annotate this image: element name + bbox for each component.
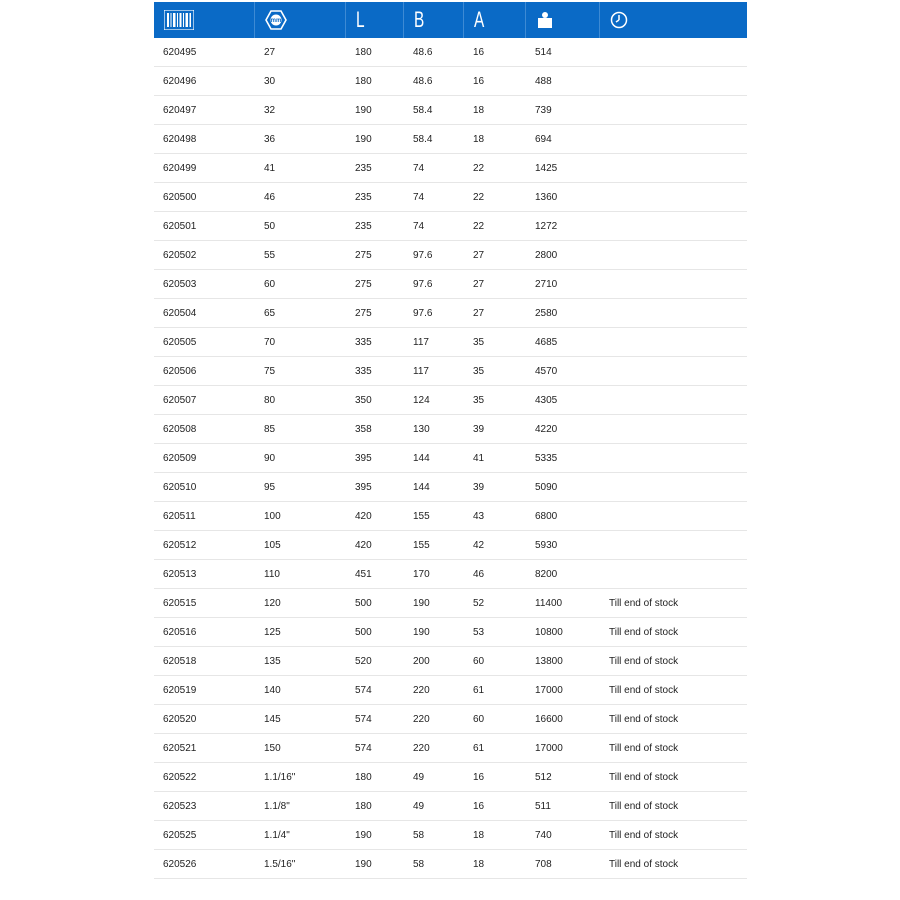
cell-code: 620526 [163, 858, 197, 870]
cell-a: 22 [473, 191, 485, 203]
cell-code: 620507 [163, 394, 197, 406]
cell-weight: 514 [535, 46, 552, 58]
cell-a: 16 [473, 75, 485, 87]
cell-size: 150 [264, 742, 281, 754]
cell-a: 61 [473, 684, 485, 696]
cell-size: 100 [264, 510, 281, 522]
table-row [154, 618, 747, 647]
cell-l: 275 [355, 278, 372, 290]
cell-size: 70 [264, 336, 276, 348]
cell-a: 35 [473, 365, 485, 377]
cell-code: 620498 [163, 133, 197, 145]
cell-availability: Till end of stock [609, 655, 679, 667]
cell-a: 60 [473, 655, 485, 667]
table-row [154, 328, 747, 357]
cell-a: 39 [473, 423, 485, 435]
cell-size: 50 [264, 220, 276, 232]
table-row [154, 212, 747, 241]
cell-b: 58 [413, 829, 425, 841]
table-row [154, 67, 747, 96]
cell-a: 16 [473, 46, 485, 58]
cell-size: 27 [264, 46, 276, 58]
cell-size: 1.1/4" [264, 829, 290, 841]
cell-l: 335 [355, 336, 372, 348]
table-row [154, 299, 747, 328]
cell-b: 117 [413, 336, 429, 348]
cell-size: 120 [264, 597, 281, 609]
cell-size: 75 [264, 365, 276, 377]
cell-code: 620500 [163, 191, 197, 203]
cell-l: 190 [355, 858, 372, 870]
cell-availability: Till end of stock [609, 742, 679, 754]
cell-availability: Till end of stock [609, 684, 679, 696]
cell-weight: 8200 [535, 568, 558, 580]
table-row [154, 763, 747, 792]
cell-weight: 739 [535, 104, 552, 116]
cell-weight: 708 [535, 858, 552, 870]
cell-weight: 11400 [535, 597, 563, 609]
cell-b: 97.6 [413, 278, 433, 290]
cell-a: 46 [473, 568, 485, 580]
cell-weight: 5335 [535, 452, 558, 464]
cell-b: 74 [413, 162, 425, 174]
cell-weight: 4685 [535, 336, 558, 348]
header-weight [526, 2, 600, 38]
cell-availability: Till end of stock [609, 626, 679, 638]
cell-weight: 4220 [535, 423, 558, 435]
cell-weight: 1272 [535, 220, 558, 232]
cell-l: 451 [355, 568, 372, 580]
cell-l: 180 [355, 46, 372, 58]
cell-a: 42 [473, 539, 485, 551]
cell-size: 65 [264, 307, 276, 319]
table-body [154, 38, 747, 879]
cell-b: 170 [413, 568, 430, 580]
cell-code: 620503 [163, 278, 197, 290]
cell-size: 46 [264, 191, 276, 203]
cell-l: 520 [355, 655, 372, 667]
cell-l: 335 [355, 365, 372, 377]
cell-a: 18 [473, 104, 485, 116]
cell-code: 620505 [163, 336, 197, 348]
cell-weight: 10800 [535, 626, 563, 638]
table-row [154, 415, 747, 444]
cell-availability: Till end of stock [609, 800, 679, 812]
cell-b: 220 [413, 713, 430, 725]
table-row [154, 96, 747, 125]
cell-availability: Till end of stock [609, 597, 679, 609]
cell-size: 55 [264, 249, 276, 261]
cell-weight: 17000 [535, 684, 563, 696]
cell-a: 27 [473, 307, 485, 319]
cell-weight: 2710 [535, 278, 558, 290]
cell-a: 18 [473, 133, 485, 145]
cell-b: 220 [413, 742, 430, 754]
cell-code: 620518 [163, 655, 197, 667]
cell-weight: 694 [535, 133, 552, 145]
cell-a: 18 [473, 829, 485, 841]
cell-a: 22 [473, 220, 485, 232]
cell-weight: 511 [535, 800, 551, 812]
cell-code: 620499 [163, 162, 197, 174]
table-header [154, 2, 747, 38]
cell-code: 620495 [163, 46, 197, 58]
cell-code: 620506 [163, 365, 197, 377]
cell-b: 155 [413, 510, 430, 522]
cell-a: 27 [473, 249, 485, 261]
cell-l: 420 [355, 539, 372, 551]
barcode-icon [164, 10, 194, 30]
cell-code: 620523 [163, 800, 197, 812]
cell-code: 620511 [163, 510, 196, 522]
table-row [154, 647, 747, 676]
cell-b: 58 [413, 858, 425, 870]
cell-size: 41 [264, 162, 276, 174]
table-row [154, 734, 747, 763]
table-row [154, 705, 747, 734]
table-row [154, 560, 747, 589]
cell-size: 85 [264, 423, 276, 435]
cell-l: 574 [355, 713, 372, 725]
cell-code: 620525 [163, 829, 197, 841]
cell-size: 90 [264, 452, 276, 464]
cell-a: 16 [473, 771, 485, 783]
cell-size: 140 [264, 684, 281, 696]
cell-weight: 13800 [535, 655, 563, 667]
cell-size: 1.5/16" [264, 858, 296, 870]
cell-weight: 4570 [535, 365, 558, 377]
header-b [404, 2, 464, 38]
cell-b: 48.6 [413, 46, 433, 58]
cell-weight: 1425 [535, 162, 558, 174]
cell-weight: 5090 [535, 481, 558, 493]
cell-b: 74 [413, 220, 425, 232]
cell-l: 358 [355, 423, 372, 435]
cell-b: 58.4 [413, 104, 433, 116]
header-a [464, 2, 526, 38]
cell-size: 1.1/8" [264, 800, 290, 812]
cell-size: 135 [264, 655, 281, 667]
header-b-label: B [414, 7, 425, 32]
cell-l: 190 [355, 104, 372, 116]
cell-l: 275 [355, 249, 372, 261]
cell-l: 420 [355, 510, 372, 522]
cell-code: 620496 [163, 75, 197, 87]
cell-l: 275 [355, 307, 372, 319]
cell-code: 620509 [163, 452, 197, 464]
header-code [154, 2, 255, 38]
cell-code: 620504 [163, 307, 197, 319]
cell-b: 190 [413, 597, 430, 609]
cell-a: 27 [473, 278, 485, 290]
cell-l: 500 [355, 597, 372, 609]
cell-b: 130 [413, 423, 430, 435]
hex-size-icon [265, 10, 287, 30]
cell-code: 620501 [163, 220, 197, 232]
cell-weight: 4305 [535, 394, 558, 406]
table-row [154, 589, 747, 618]
cell-b: 117 [413, 365, 429, 377]
cell-l: 574 [355, 684, 372, 696]
cell-b: 124 [413, 394, 430, 406]
cell-weight: 512 [535, 771, 552, 783]
cell-availability: Till end of stock [609, 858, 679, 870]
cell-a: 52 [473, 597, 485, 609]
cell-b: 49 [413, 800, 425, 812]
cell-a: 35 [473, 394, 485, 406]
header-l [346, 2, 404, 38]
clock-icon [610, 11, 628, 29]
cell-b: 48.6 [413, 75, 433, 87]
cell-code: 620508 [163, 423, 197, 435]
table-row [154, 473, 747, 502]
cell-l: 180 [355, 800, 372, 812]
table-row [154, 444, 747, 473]
cell-b: 190 [413, 626, 430, 638]
cell-code: 620513 [163, 568, 197, 580]
header-availability [600, 2, 747, 38]
cell-a: 43 [473, 510, 485, 522]
table-row [154, 386, 747, 415]
cell-a: 61 [473, 742, 485, 754]
cell-l: 235 [355, 220, 372, 232]
cell-weight: 740 [535, 829, 552, 841]
cell-size: 32 [264, 104, 276, 116]
cell-a: 53 [473, 626, 485, 638]
cell-availability: Till end of stock [609, 713, 679, 725]
cell-code: 620516 [163, 626, 197, 638]
cell-l: 395 [355, 481, 372, 493]
cell-l: 190 [355, 829, 372, 841]
cell-size: 1.1/16" [264, 771, 296, 783]
cell-b: 49 [413, 771, 425, 783]
cell-a: 60 [473, 713, 485, 725]
cell-availability: Till end of stock [609, 829, 679, 841]
cell-code: 620515 [163, 597, 197, 609]
table-row [154, 154, 747, 183]
table-row [154, 821, 747, 850]
cell-weight: 17000 [535, 742, 563, 754]
cell-b: 220 [413, 684, 430, 696]
table-row [154, 125, 747, 154]
cell-code: 620521 [163, 742, 197, 754]
cell-size: 80 [264, 394, 276, 406]
cell-size: 125 [264, 626, 281, 638]
header-l-label: L [356, 7, 365, 32]
cell-b: 144 [413, 481, 430, 493]
cell-code: 620497 [163, 104, 197, 116]
cell-l: 574 [355, 742, 372, 754]
table-row [154, 357, 747, 386]
cell-a: 35 [473, 336, 485, 348]
cell-weight: 2800 [535, 249, 558, 261]
table-row [154, 38, 747, 67]
cell-a: 18 [473, 858, 485, 870]
cell-b: 144 [413, 452, 430, 464]
cell-code: 620522 [163, 771, 197, 783]
weight-icon [536, 11, 554, 29]
table-row [154, 241, 747, 270]
cell-weight: 16600 [535, 713, 563, 725]
cell-weight: 5930 [535, 539, 558, 551]
cell-weight: 2580 [535, 307, 558, 319]
cell-l: 190 [355, 133, 372, 145]
table-row [154, 502, 747, 531]
cell-a: 16 [473, 800, 485, 812]
cell-b: 97.6 [413, 307, 433, 319]
cell-code: 620510 [163, 481, 197, 493]
cell-a: 41 [473, 452, 485, 464]
cell-b: 58.4 [413, 133, 433, 145]
cell-l: 500 [355, 626, 372, 638]
product-table [154, 2, 747, 879]
cell-weight: 1360 [535, 191, 558, 203]
cell-l: 180 [355, 771, 372, 783]
cell-code: 620502 [163, 249, 197, 261]
header-a-label: A [474, 7, 485, 32]
table-row [154, 676, 747, 705]
cell-size: 36 [264, 133, 276, 145]
cell-code: 620520 [163, 713, 197, 725]
table-row [154, 531, 747, 560]
cell-l: 180 [355, 75, 372, 87]
cell-size: 30 [264, 75, 276, 87]
cell-b: 155 [413, 539, 430, 551]
cell-code: 620512 [163, 539, 197, 551]
table-row [154, 792, 747, 821]
cell-b: 74 [413, 191, 425, 203]
table-row [154, 850, 747, 879]
cell-l: 350 [355, 394, 372, 406]
cell-size: 95 [264, 481, 276, 493]
cell-l: 395 [355, 452, 372, 464]
cell-size: 110 [264, 568, 280, 580]
cell-code: 620519 [163, 684, 197, 696]
cell-a: 22 [473, 162, 485, 174]
cell-weight: 488 [535, 75, 552, 87]
header-size [255, 2, 346, 38]
cell-b: 200 [413, 655, 430, 667]
cell-l: 235 [355, 162, 372, 174]
table-row [154, 270, 747, 299]
hex-icon-text: mm [270, 18, 282, 24]
cell-a: 39 [473, 481, 485, 493]
cell-weight: 6800 [535, 510, 558, 522]
cell-b: 97.6 [413, 249, 433, 261]
table-row [154, 183, 747, 212]
cell-l: 235 [355, 191, 372, 203]
cell-availability: Till end of stock [609, 771, 679, 783]
cell-size: 105 [264, 539, 281, 551]
cell-size: 145 [264, 713, 281, 725]
cell-size: 60 [264, 278, 276, 290]
